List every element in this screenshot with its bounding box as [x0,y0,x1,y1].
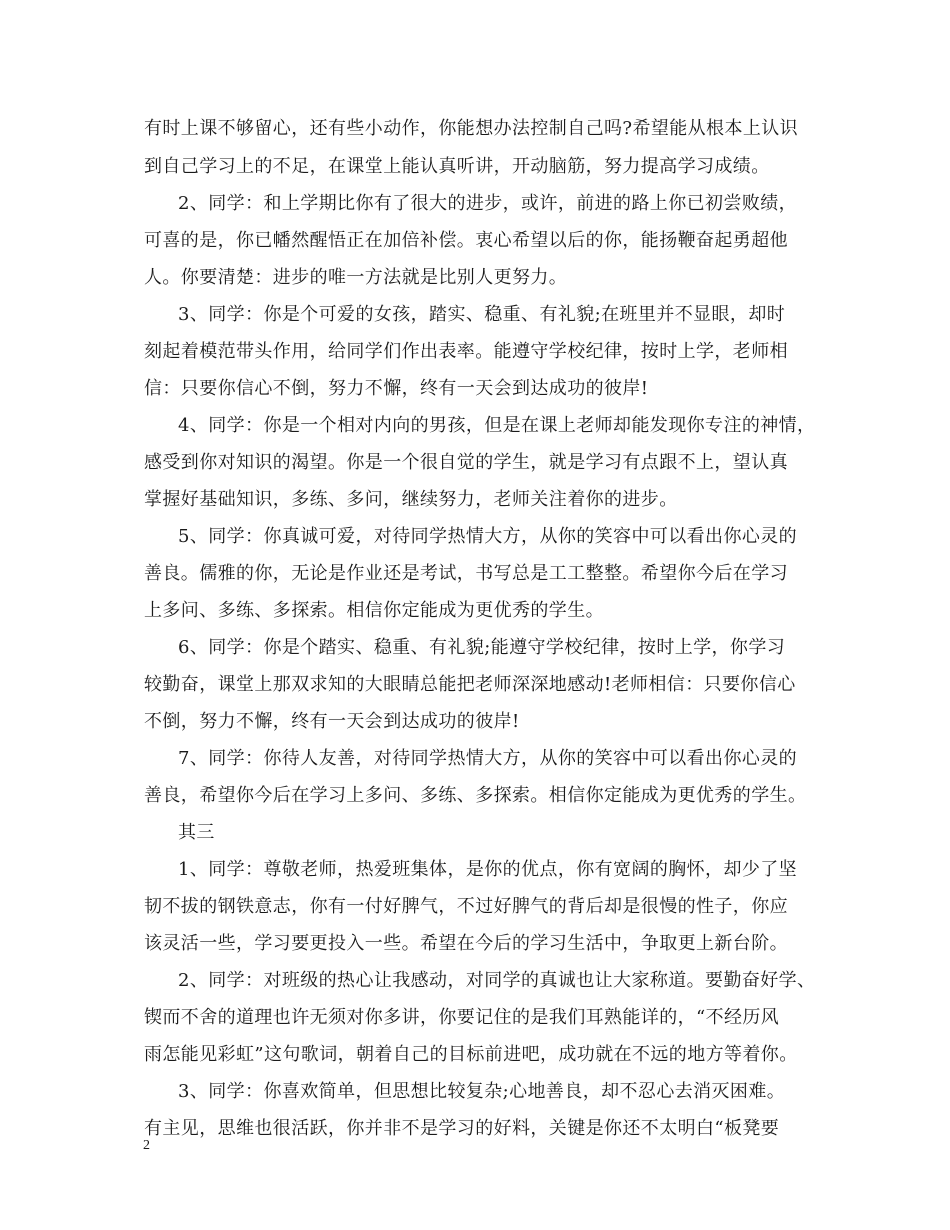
text-line: 1、同学：尊敬老师，热爱班集体，是你的优点，你有宽阔的胸怀，却少了坚 [178,859,798,880]
text-line: 信：只要你信心不倒，努力不懈，终有一天会到达成功的彼岸! [144,378,649,399]
text-line: 上多问、多练、多探索。相信你定能成为更优秀的学生。 [144,600,604,621]
text-line: 善良。儒雅的你，无论是作业还是考试，书写总是工工整整。希望你今后在学习 [144,563,788,584]
section-heading: 其三 [178,822,215,843]
text-line: 3、同学：你是个可爱的女孩，踏实、稳重、有礼貌;在班里并不显眼，却时 [178,304,786,325]
text-line: 感受到你对知识的渴望。你是一个很自觉的学生，就是学习有点跟不上，望认真 [144,452,788,473]
text-line: 可喜的是，你已幡然醒悟正在加倍补偿。衷心希望以后的你，能扬鞭奋起勇超他 [144,230,788,251]
text-line: 刻起着模范带头作用，给同学们作出表率。能遵守学校纪律，按时上学，老师相 [144,341,788,362]
text-line: 有时上课不够留心，还有些小动作，你能想办法控制自己吗?希望能从根本上认识 [144,118,799,139]
text-line: 不倒，努力不懈，终有一天会到达成功的彼岸! [144,711,520,732]
text-line: 7、同学：你待人友善，对待同学热情大方，从你的笑容中可以看出你心灵的 [178,748,798,769]
text-line: 人。你要清楚：进步的唯一方法就是比别人更努力。 [144,267,568,288]
text-line: 到自己学习上的不足，在课堂上能认真听讲，开动脑筋，努力提高学习成绩。 [144,156,770,177]
text-line: 3、同学：你喜欢简单，但思想比较复杂;心地善良，却不忍心去消灭困难。 [178,1081,786,1102]
text-line: 4、同学：你是一个相对内向的男孩，但是在课上老师却能发现你专注的神情， [178,415,816,436]
text-line: 较勤奋，课堂上那双求知的大眼睛总能把老师深深地感动!老师相信：只要你信心 [144,674,796,695]
text-line: 掌握好基础知识，多练、多问，继续努力，老师关注着你的进步。 [144,489,678,510]
text-line: 5、同学：你真诚可爱，对待同学热情大方，从你的笑容中可以看出你心灵的 [178,526,798,547]
text-line: 韧不拔的钢铁意志，你有一付好脾气，不过好脾气的背后却是很慢的性子，你应 [144,896,788,917]
text-line: 该灵活一些，学习要更投入一些。希望在今后的学习生活中，争取更上新台阶。 [144,933,788,954]
text-line: 有主见，思维也很活跃，你并非不是学习的好料，关键是你还不太明白“板凳要 [144,1118,780,1139]
text-line: 2、同学：对班级的热心让我感动，对同学的真诚也让大家称道。要勤奋好学、 [178,970,816,991]
page-number: 2 [143,1138,150,1153]
text-line: 锲而不舍的道理也许无须对你多讲，你要记住的是我们耳熟能详的，“不经历风 [144,1007,780,1028]
text-line: 2、同学：和上学期比你有了很大的进步，或许，前进的路上你已初尝败绩， [178,193,798,214]
text-line: 6、同学：你是个踏实、稳重、有礼貌;能遵守学校纪律，按时上学，你学习 [178,637,786,658]
text-line: 雨怎能见彩虹”这句歌词，朝着自己的目标前进吧，成功就在不远的地方等着你。 [144,1044,798,1065]
text-line: 善良，希望你今后在学习上多问、多练、多探索。相信你定能成为更优秀的学生。 [144,785,807,806]
